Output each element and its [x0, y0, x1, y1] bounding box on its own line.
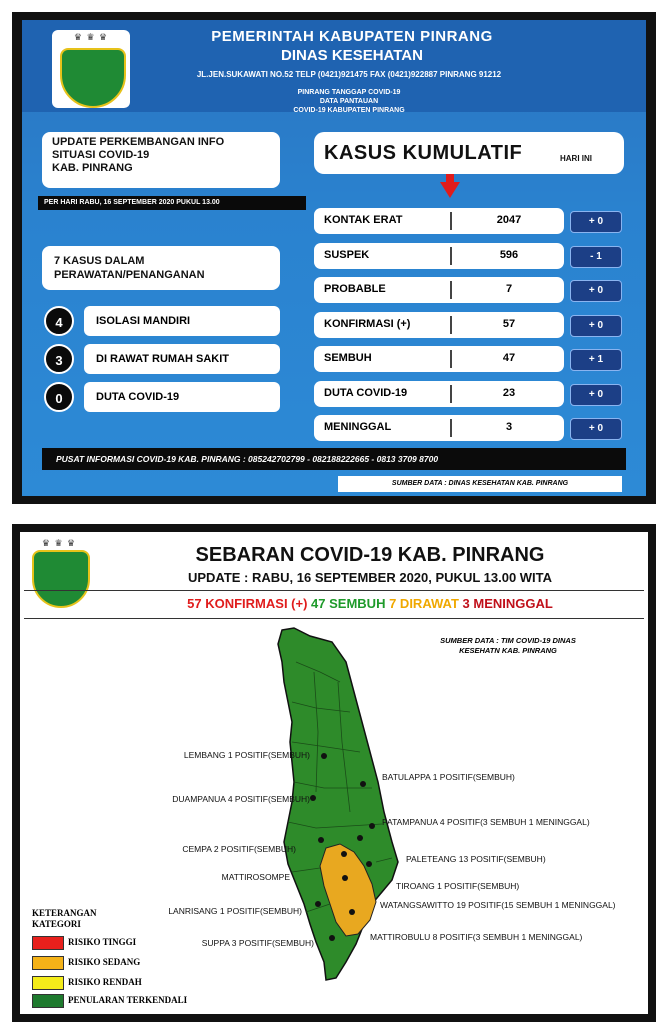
case-delta-badge: + 0	[570, 211, 622, 233]
case-row	[314, 312, 564, 338]
case-delta-badge: - 1	[570, 246, 622, 268]
marker-lanrisang	[315, 901, 321, 907]
label-tiroang: TIROANG 1 POSITIF(SEMBUH)	[396, 881, 520, 891]
case-delta-badge: + 0	[570, 280, 622, 302]
marker-paleteang	[357, 835, 363, 841]
case-label: PROBABLE	[324, 283, 386, 295]
label-lanrisang: LANRISANG 1 POSITIF(SEMBUH)	[168, 906, 302, 916]
map-panel	[12, 524, 656, 1022]
legend-label: RISIKO SEDANG	[68, 957, 141, 967]
legend-swatch	[32, 936, 64, 950]
map-panel-body	[20, 532, 648, 1014]
crown-icon: ♛ ♛ ♛	[73, 32, 109, 42]
case-value: 47	[502, 352, 516, 364]
care-label: DUTA COVID-19	[84, 382, 280, 412]
map-title: SEBARAN COVID-19 KAB. PINRANG	[195, 544, 545, 566]
map-source-line-1: SUMBER DATA : TIM COVID-19 DINAS	[440, 636, 576, 645]
kumulatif-header	[314, 132, 624, 174]
care-count-badge: 0	[44, 382, 74, 412]
case-row	[314, 208, 564, 234]
case-row	[314, 415, 564, 441]
marker-duampanua	[310, 795, 316, 801]
case-divider	[450, 247, 452, 265]
case-value: 596	[499, 248, 519, 261]
case-divider	[450, 281, 452, 299]
kumulatif-title: KASUS KUMULATIF	[324, 142, 523, 164]
legend-swatch	[32, 956, 64, 970]
perawatan-line-2: PERAWATAN/PENANGANAN	[54, 269, 205, 281]
label-mattirobulu: MATTIROBULU 8 POSITIF(3 SEMBUH 1 MENINGGAL)	[370, 932, 583, 942]
summary-meninggal: 3 MENINGGAL	[462, 596, 553, 611]
header-program	[134, 88, 564, 115]
label-suppa: SUPPA 3 POSITIF(SEMBUH)	[201, 938, 314, 948]
info-footer: PUSAT INFORMASI COVID-19 KAB. PINRANG : 085242702799 - 082188222665 - 0813 3709 8700	[42, 448, 626, 470]
case-label: KONTAK ERAT	[324, 214, 403, 226]
marker-tiroang	[366, 861, 372, 867]
crown-icon: ♛ ♛ ♛	[41, 538, 77, 548]
program-line-2: DATA PANTAUAN	[319, 98, 379, 105]
case-value: 3	[505, 421, 513, 433]
case-label: MENINGGAL	[324, 421, 392, 433]
care-label: DI RAWAT RUMAH SAKIT	[84, 344, 280, 374]
legend-label: RISIKO TINGGI	[68, 937, 137, 947]
case-row	[314, 243, 564, 269]
legend-title	[32, 908, 97, 930]
care-count-badge: 3	[44, 344, 74, 374]
perawatan-line-1: 7 KASUS DALAM	[54, 255, 145, 267]
marker-suppa	[329, 935, 335, 941]
date-banner: PER HARI RABU, 16 SEPTEMBER 2020 PUKUL 13.00	[38, 196, 306, 210]
marker-patampanua	[369, 823, 375, 829]
source-note: SUMBER DATA : DINAS KESEHATAN KAB. PINRANG	[338, 476, 622, 492]
case-label: DUTA COVID-19	[324, 386, 408, 399]
info-panel-body	[22, 20, 646, 496]
case-divider	[450, 385, 452, 403]
update-box	[42, 132, 280, 188]
case-value: 7	[505, 283, 513, 295]
label-batulappa: BATULAPPA 1 POSITIF(SEMBUH)	[382, 772, 515, 782]
marker-lembang	[321, 753, 327, 759]
perawatan-box	[42, 246, 280, 290]
case-label: KONFIRMASI (+)	[324, 317, 411, 330]
update-line-2: SITUASI COVID-19	[52, 149, 150, 161]
case-row	[314, 346, 564, 372]
label-watangsawitto: WATANGSAWITTO 19 POSITIF(15 SEMBUH 1 MENINGGAL)	[380, 900, 616, 910]
header-title: PEMERINTAH KABUPATEN PINRANG	[211, 28, 493, 45]
case-value: 57	[502, 317, 516, 330]
info-panel	[12, 12, 656, 504]
update-line-3: KAB. PINRANG	[52, 162, 133, 174]
regency-logo	[52, 30, 130, 108]
legend-label: RISIKO RENDAH	[68, 977, 142, 987]
legend-swatch	[32, 994, 64, 1008]
program-line-3: COVID-19 KABUPATEN PINRANG	[293, 107, 405, 114]
label-cempa: CEMPA 2 POSITIF(SEMBUH)	[182, 844, 296, 854]
arrow-down-icon	[440, 182, 460, 198]
case-delta-badge: + 0	[570, 418, 622, 440]
marker-mattirosompe	[341, 851, 347, 857]
label-paleteang: PALETEANG 13 POSITIF(SEMBUH)	[406, 854, 546, 864]
case-delta-badge: + 1	[570, 349, 622, 371]
legend-title-line-1: KETERANGAN	[32, 908, 97, 918]
kumulatif-subtitle: HARI INI	[560, 154, 592, 163]
update-line-1: UPDATE PERKEMBANGAN INFO	[52, 136, 225, 148]
shield-icon	[60, 48, 126, 108]
case-delta-badge: + 0	[570, 384, 622, 406]
case-delta-badge: + 0	[570, 315, 622, 337]
case-divider	[450, 212, 452, 230]
summary-sembuh: 47 SEMBUH	[311, 596, 386, 611]
label-patampanua: PATAMPANUA 4 POSITIF(3 SEMBUH 1 MENINGGAL)	[382, 817, 590, 827]
map-update: UPDATE : RABU, 16 SEPTEMBER 2020, PUKUL 13.00 WITA	[187, 570, 553, 585]
legend-swatch	[32, 976, 64, 990]
program-line-1: PINRANG TANGGAP COVID-19	[297, 89, 401, 96]
label-duampanua: DUAMPANUA 4 POSITIF(SEMBUH)	[172, 794, 310, 804]
map-source-line-2: KESEHATN KAB. PINRANG	[459, 646, 557, 655]
case-label: SEMBUH	[324, 352, 372, 364]
marker-cempa	[318, 837, 324, 843]
case-divider	[450, 419, 452, 437]
care-count-badge: 4	[44, 306, 74, 336]
header-address: JL.JEN.SUKAWATI NO.52 TELP (0421)921475 FAX (0421)922887 PINRANG 91212	[196, 70, 502, 79]
summary-dirawat: 7 DIRAWAT	[389, 596, 459, 611]
care-label: ISOLASI MANDIRI	[84, 306, 280, 336]
legend-title-line-2: KATEGORI	[32, 919, 81, 929]
marker-mattirobulu	[349, 909, 355, 915]
legend-label: PENULARAN TERKENDALI	[68, 995, 188, 1005]
label-mattirosompe: MATTIROSOMPE	[221, 872, 290, 882]
label-lembang: LEMBANG 1 POSITIF(SEMBUH)	[183, 750, 310, 760]
marker-watangsawitto	[342, 875, 348, 881]
case-divider	[450, 350, 452, 368]
header-subtitle: DINAS KESEHATAN	[281, 47, 423, 64]
case-value: 23	[502, 386, 516, 399]
case-divider	[450, 316, 452, 334]
summary-konfirmasi: 57 KONFIRMASI (+)	[187, 596, 308, 611]
case-row	[314, 381, 564, 407]
case-row	[314, 277, 564, 303]
case-value: 2047	[496, 214, 522, 226]
case-label: SUSPEK	[324, 248, 370, 261]
marker-batulappa	[360, 781, 366, 787]
